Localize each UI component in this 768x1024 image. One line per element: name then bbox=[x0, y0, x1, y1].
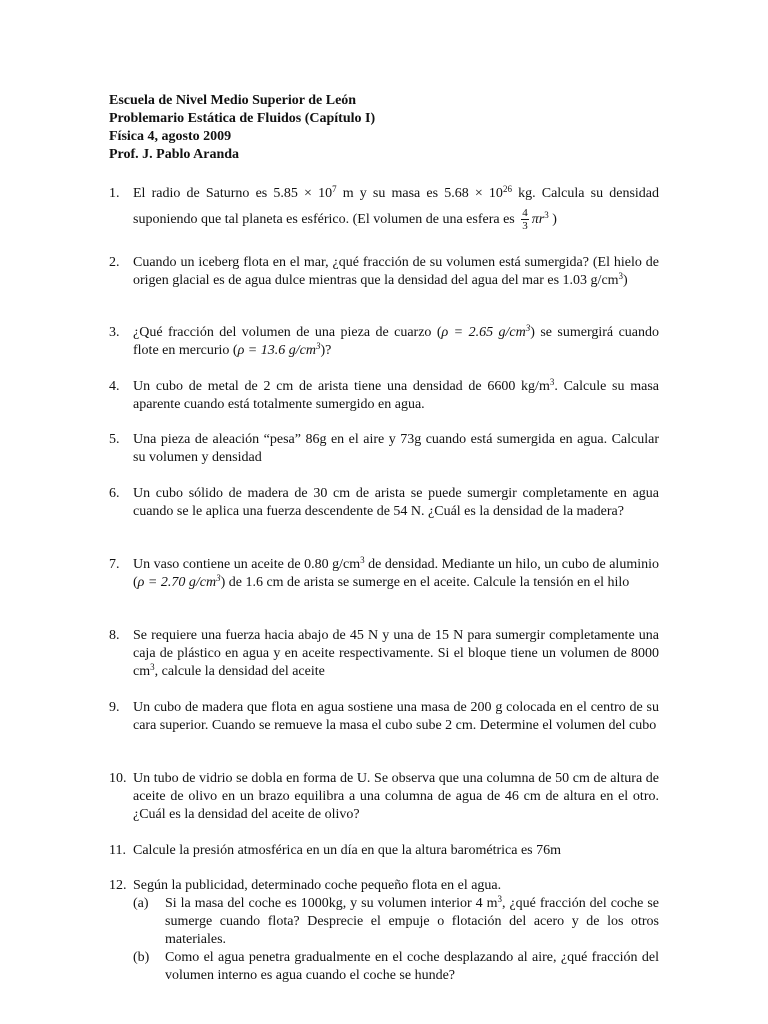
document-header bbox=[109, 92, 375, 164]
problem-6 bbox=[109, 485, 659, 521]
problem-number: 7. bbox=[109, 557, 120, 572]
problem-text: Una pieza de aleación “pesa” 86g en el aire y 73g cuando está sumergida en agua. Calcular su volumen y densidad bbox=[133, 432, 659, 465]
problem-number: 5. bbox=[109, 432, 120, 447]
problem-number: 6. bbox=[109, 486, 120, 501]
problem-1 bbox=[109, 181, 659, 233]
problem-text: Calcule la presión atmosférica en un día en que la altura barométrica es 76m bbox=[133, 843, 561, 858]
problem-text: Según la publicidad, determinado coche pequeño flota en el agua. bbox=[133, 878, 502, 893]
problem-number: 1. bbox=[109, 186, 120, 201]
problem-number: 2. bbox=[109, 255, 120, 270]
problem-number: 8. bbox=[109, 628, 120, 643]
problem-text: El radio de Saturno es $5.85 \times 10^7$ m y su masa es $5.68 \times 10^{26}$ kg. Calcula su densidad suponiendo que tal planeta es esférico. (El volumen de una esfera es $\frac{4}{3}$ $\pi r^3$ ) bbox=[133, 184, 660, 233]
problem-text: Un tubo de vidrio se dobla en forma de U. Se observa que una columna de 50 cm de altura de aceite de olivo en un brazo equilibra a una columna de agua de 46 cm de altura en el otro. ¿Cuál es la densidad del aceite de olivo? bbox=[133, 771, 659, 822]
problem-2 bbox=[109, 254, 659, 290]
problem-text: ¿Qué fracción del volumen de una pieza de cuarzo (ρ = 2.65 $g/cm^3$) se sumergirá cuando flote en mercurio (ρ = 13.6 $g/cm^3$)? bbox=[133, 323, 659, 358]
problem-number: 11. bbox=[109, 843, 126, 858]
problem-text: Un vaso contiene un aceite de 0.80 $g/cm^3$ de densidad. Mediante un hilo, un cubo de aluminio (ρ = 2.70 $g/cm^3$) de 1.6 cm de arista se sumerge en el aceite. Calcule la tensión en el hilo bbox=[133, 555, 659, 590]
problem-12 bbox=[109, 877, 659, 985]
problem-number: 9. bbox=[109, 700, 120, 715]
problem-8 bbox=[109, 627, 659, 681]
problem-text: Se requiere una fuerza hacia abajo de 45 N y una de 15 N para sumergir completamente una caja de plástico en agua y en aceite respectivamente. Si el bloque tiene un volumen de 8000 $cm^3$, calcule la densidad del aceite bbox=[133, 628, 659, 679]
problem-number: 12. bbox=[109, 878, 127, 893]
professor-name: Prof. J. Pablo Aranda bbox=[109, 147, 240, 162]
problem-text: Cuando un iceberg flota en el mar, ¿qué fracción de su volumen está sumergida? (El hielo de origen glacial es de agua dulce mientras que la densidad del agua del mar es 1.03 $g/cm^3$) bbox=[133, 255, 659, 288]
problem-3 bbox=[109, 324, 659, 360]
problem-5 bbox=[109, 431, 659, 467]
problem-4 bbox=[109, 378, 659, 414]
fraction: $\frac{4}{3}$ bbox=[522, 207, 528, 233]
sub-question-b bbox=[133, 949, 659, 985]
sub-question-a bbox=[133, 895, 659, 949]
document-title: Problemario Estática de Fluidos (Capítulo I) bbox=[109, 111, 376, 126]
problem-7 bbox=[109, 556, 659, 592]
course-date: Física 4, agosto 2009 bbox=[109, 129, 232, 144]
problem-number: 3. bbox=[109, 325, 120, 340]
problem-9 bbox=[109, 699, 659, 735]
problem-text: Un cubo de madera que flota en agua sostiene una masa de 200 g colocada en el centro de su cara superior. Cuando se remueve la masa el cubo sube 2 cm. Determine el volumen del cubo bbox=[133, 700, 659, 733]
sub-question-label: (a) bbox=[133, 896, 149, 911]
problem-10 bbox=[109, 770, 659, 824]
problem-number: 10. bbox=[109, 771, 127, 786]
sub-question-text: Si la masa del coche es 1000kg, y su volumen interior 4 $m^3$, ¿qué fracción del coche se sumerge cuando flota? Desprecie el empuje o flotación del acero y de los otros materiales. bbox=[165, 894, 659, 947]
problem-text: Un cubo sólido de madera de 30 cm de arista se puede sumergir completamente en agua cuando se le aplica una fuerza descendente de 54 N. ¿Cuál es la densidad de la madera? bbox=[133, 486, 659, 519]
sub-question-text: Como el agua penetra gradualmente en el coche desplazando al aire, ¿qué fracción del volumen interno es agua cuando el coche se hunde? bbox=[165, 950, 659, 983]
problem-text: Un cubo de metal de 2 cm de arista tiene una densidad de 6600 $kg/m^3$. Calcule su masa aparente cuando está totalmente sumergido en agua. bbox=[133, 377, 659, 412]
sub-question-label: (b) bbox=[133, 950, 150, 965]
problem-number: 4. bbox=[109, 379, 120, 394]
problem-11 bbox=[109, 842, 659, 860]
school-name: Escuela de Nivel Medio Superior de León bbox=[109, 93, 357, 108]
